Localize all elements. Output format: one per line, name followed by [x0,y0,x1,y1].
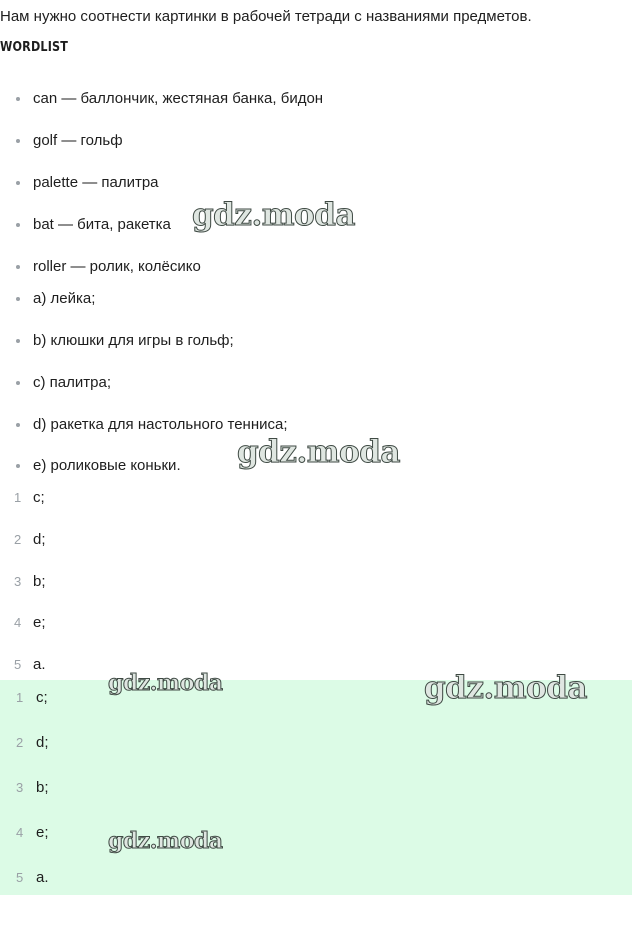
option-text: d) ракетка для настольного тенниса; [33,416,288,433]
bullet-icon [16,381,20,385]
answer-text: b; [33,573,46,590]
list-item-text: golf — гольф [33,132,123,149]
answer-text: a. [36,869,49,886]
list-item-text: bat — бита, ракетка [33,216,171,233]
answer-text: a. [33,656,46,673]
bullet-icon [16,339,20,343]
answer-text: b; [36,779,49,796]
watermark: gdz.moda [237,434,400,470]
option-text: c) палитра; [33,374,111,391]
watermark: gdz.moda [424,670,587,706]
option-text: e) роликовые коньки. [33,457,181,474]
option-text: a) лейка; [33,290,96,307]
answer-number: 3 [14,574,22,589]
wordlist-heading: WORDLIST [0,40,69,55]
answer-text: e; [36,824,49,841]
answer-number: 3 [16,780,24,795]
bullet-icon [16,97,20,101]
answer-number: 5 [14,657,22,672]
list-item-text: can — баллончик, жестяная банка, бидон [33,90,324,107]
bullet-icon [16,181,20,185]
watermark: gdz.moda [108,828,223,854]
bullet-icon [16,297,20,301]
bullet-icon [16,464,20,468]
answer-number: 2 [14,532,22,547]
bullet-icon [16,139,20,143]
answer-number: 4 [16,825,24,840]
list-item-text: roller — ролик, колёсико [33,258,201,275]
list-item-text: palette — палитра [33,174,159,191]
bullet-icon [16,265,20,269]
answer-text: c; [36,689,48,706]
answer-number: 5 [16,870,24,885]
option-text: b) клюшки для игры в гольф; [33,332,234,349]
answer-text: d; [33,531,46,548]
intro-text: Нам нужно соотнести картинки в рабочей тетради с названиями предметов. [0,8,532,25]
answer-text: e; [33,614,46,631]
answer-number: 1 [16,690,24,705]
answer-number: 1 [14,490,22,505]
watermark: gdz.moda [192,197,355,233]
answer-number: 2 [16,735,24,750]
watermark: gdz.moda [108,670,223,696]
answer-text: d; [36,734,49,751]
answer-text: c; [33,489,45,506]
bullet-icon [16,223,20,227]
answer-box [0,680,632,895]
bullet-icon [16,423,20,427]
answer-number: 4 [14,615,22,630]
